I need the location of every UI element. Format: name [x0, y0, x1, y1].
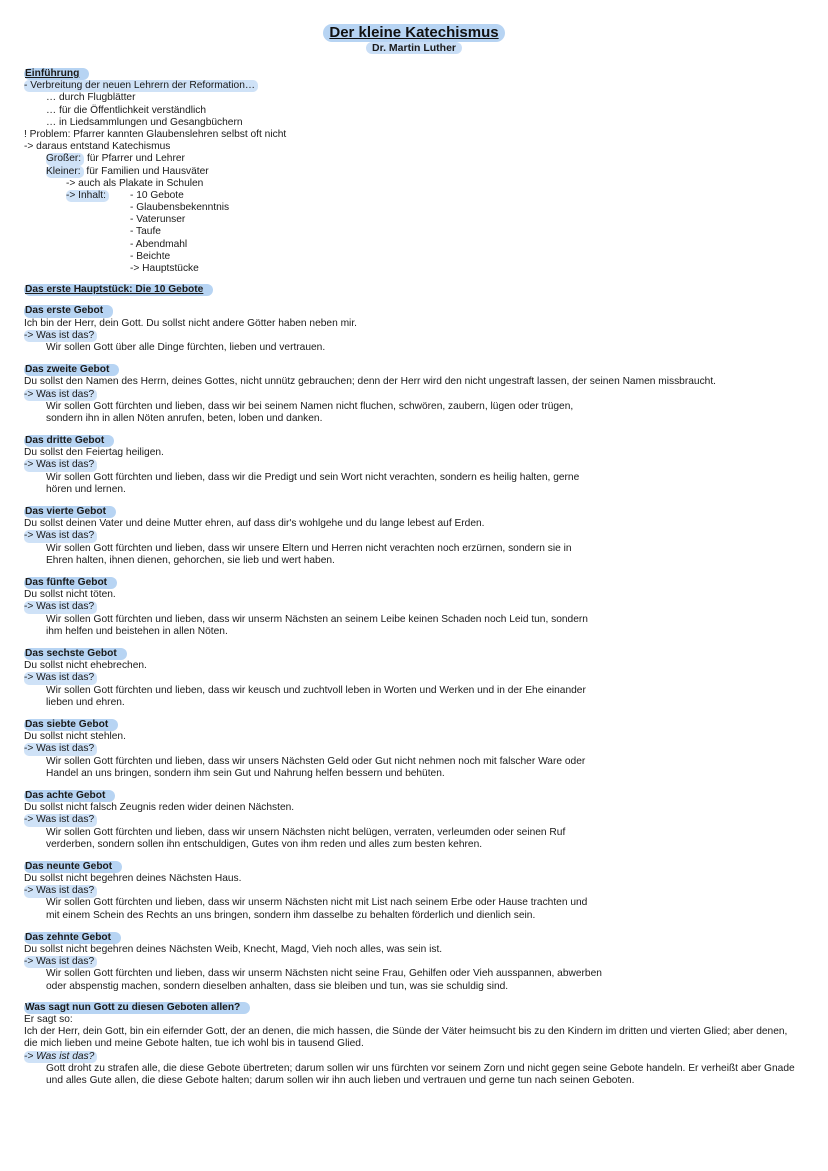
- commandment-heading: Das zehnte Gebot: [24, 932, 121, 944]
- commandment-heading: Das neunte Gebot: [24, 861, 122, 873]
- commandment-2: [24, 364, 804, 425]
- intro-sub-item: … durch Flugblätter: [46, 92, 136, 104]
- commandment-4: [24, 506, 804, 567]
- grosser-text: für Pfarrer und Lehrer: [84, 153, 185, 165]
- commandment-1: [24, 305, 804, 354]
- kleiner-label: Kleiner:: [46, 166, 84, 178]
- question-label: -> Was ist das?: [24, 459, 97, 471]
- question-label: -> Was ist das?: [24, 672, 97, 684]
- section-heading: Das erste Hauptstück: Die 10 Gebote: [24, 284, 213, 296]
- commandment-answer: Wir sollen Gott fürchten und lieben, dass wir unserm Nächsten nicht seine Frau, Gehilfen oder Vieh ausspannen, abwerben oder abspenstig machen, sondern dieselben anhalten, dass sie bleiben und tun, was sie schuldig sind.: [46, 968, 602, 992]
- document-title: Der kleine Katechismus: [323, 24, 504, 42]
- commandment-heading: Das sechste Gebot: [24, 648, 127, 660]
- kleiner-text: für Familien und Hausväter: [83, 165, 209, 177]
- commandment-answer: Wir sollen Gott fürchten und lieben, dass wir unserm Nächsten an seinem Leibe keinen Schaden noch Leid tun, sondern ihm helfen und beistehen in allen Nöten.: [46, 613, 588, 637]
- inhalt-item: - Abendmahl: [130, 238, 188, 250]
- commandment-text: Du sollst den Namen des Herrn, deines Gottes, nicht unnütz gebrauchen; denn der Herr wird den nicht ungestraft lassen, der seinen Namen missbraucht.: [24, 376, 716, 388]
- closing-heading: Was sagt nun Gott zu diesen Geboten allen?: [24, 1002, 250, 1014]
- closing-section: [24, 1002, 804, 1087]
- commandment-9: [24, 861, 804, 922]
- closing-intro: Er sagt so:: [24, 1014, 73, 1026]
- question-label: -> Was ist das?: [24, 389, 97, 401]
- commandment-answer: Wir sollen Gott fürchten und lieben, dass wir unsers Nächsten Geld oder Gut nicht nehmen noch mit falscher Ware oder Handel an uns bringen, sondern ihm sein Gut und Nahrung helfen bessern und behüten.: [46, 755, 586, 779]
- commandment-heading: Das vierte Gebot: [24, 506, 116, 518]
- document-body: [24, 68, 804, 1087]
- commandment-answer: Wir sollen Gott fürchten und lieben, dass wir unsere Eltern und Herren nicht verachten noch erzürnen, sondern sie in Ehren halten, ihnen dienen, gehorchen, sie lieb und wert haben.: [46, 542, 572, 566]
- question-label: -> Was ist das?: [24, 530, 97, 542]
- commandment-heading: Das achte Gebot: [24, 790, 115, 802]
- question-label: -> Was ist das?: [24, 956, 97, 968]
- commandment-10: [24, 932, 804, 993]
- closing-question: -> Was ist das?: [24, 1051, 97, 1063]
- question-label: -> Was ist das?: [24, 330, 97, 342]
- intro-result: -> daraus entstand Katechismus: [24, 141, 171, 153]
- intro-heading: Einführung: [24, 68, 89, 80]
- commandment-8: [24, 790, 804, 851]
- commandment-heading: Das siebte Gebot: [24, 719, 118, 731]
- grosser-label: Großer:: [46, 153, 84, 165]
- commandment-answer: Wir sollen Gott fürchten und lieben, dass wir bei seinem Namen nicht fluchen, schwören, zaubern, lügen oder trügen, sondern ihn in allen Nöten anrufen, beten, loben und danken.: [46, 400, 574, 424]
- commandment-text: Ich bin der Herr, dein Gott. Du sollst nicht andere Götter haben neben mir.: [24, 317, 357, 329]
- commandment-text: Du sollst den Feiertag heiligen.: [24, 447, 164, 459]
- commandment-text: Du sollst deinen Vater und deine Mutter ehren, auf dass dir's wohlgehe und du lange lebest auf Erden.: [24, 518, 485, 530]
- commandment-text: Du sollst nicht begehren deines Nächsten Weib, Knecht, Magd, Vieh noch alles, was sein ist.: [24, 944, 443, 956]
- inhalt-item: -> Hauptstücke: [130, 263, 199, 274]
- inhalt-list: [24, 190, 804, 275]
- question-label: -> Was ist das?: [24, 814, 97, 826]
- commandment-heading: Das dritte Gebot: [24, 435, 114, 447]
- closing-text: Ich der Herr, dein Gott, bin ein eifernder Gott, der an denen, die mich hassen, die Sünde der Väter heimsucht bis zu den Kindern im dritten und vierten Glied; aber denen, die mich lieben und meine Gebote halten, tue ich wohl bis in tausend Glied.: [24, 1026, 788, 1050]
- closing-answer: Gott droht zu strafen alle, die diese Gebote übertreten; darum sollen wir uns fürchten vor seinem Zorn und nicht gegen seine Gebote handeln. Er verheißt aber Gnade und alles Gute allen, die diese Gebote halten; darum sollen wir ihn auch lieben und vertrauen und gerne tun nach seinen Geboten.: [46, 1062, 795, 1087]
- commandment-text: Du sollst nicht falsch Zeugnis reden wider deinen Nächsten.: [24, 802, 295, 814]
- inhalt-label: -> Inhalt:: [66, 190, 109, 202]
- commandment-3: [24, 435, 804, 496]
- commandment-answer: Wir sollen Gott über alle Dinge fürchten, lieben und vertrauen.: [46, 341, 326, 353]
- commandment-text: Du sollst nicht töten.: [24, 589, 116, 601]
- inhalt-item: - Glaubensbekenntnis: [130, 202, 230, 214]
- commandment-7: [24, 719, 804, 780]
- inhalt-item: - Taufe: [130, 226, 161, 238]
- commandment-answer: Wir sollen Gott fürchten und lieben, dass wir die Predigt und sein Wort nicht verachten, sondern es heilig halten, gerne hören und lernen.: [46, 471, 580, 495]
- commandment-answer: Wir sollen Gott fürchten und lieben, dass wir unserm Nächsten nicht mit List nach seinem Erbe oder Hause trachten und mit einem Schein des Rechts an uns bringen, sondern ihm dasselbe zu behalten förderlich und dienlich sein.: [46, 897, 588, 921]
- title-block: [0, 24, 828, 55]
- question-label: -> Was ist das?: [24, 885, 97, 897]
- question-label: -> Was ist das?: [24, 601, 97, 613]
- intro-line: - Verbreitung der neuen Lehrern der Reformation…: [24, 80, 258, 92]
- intro-section: [24, 68, 804, 275]
- commandment-heading: Das zweite Gebot: [24, 364, 119, 376]
- inhalt-item: - 10 Gebote: [130, 189, 184, 201]
- commandment-text: Du sollst nicht begehren deines Nächsten Haus.: [24, 873, 242, 885]
- intro-problem: ! Problem: Pfarrer kannten Glaubenslehren selbst oft nicht: [24, 128, 287, 140]
- commandment-answer: Wir sollen Gott fürchten und lieben, dass wir keusch und zuchtvoll leben in Worten und Werken und in der Ehe einander lieben und ehren.: [46, 684, 586, 708]
- commandment-5: [24, 577, 804, 638]
- question-label: -> Was ist das?: [24, 743, 97, 755]
- intro-plakate: -> auch als Plakate in Schulen: [66, 177, 204, 189]
- commandment-6: [24, 648, 804, 709]
- commandment-text: Du sollst nicht ehebrechen.: [24, 660, 147, 672]
- commandment-answer: Wir sollen Gott fürchten und lieben, dass wir unsern Nächsten nicht belügen, verraten, verleumden oder seinen Ruf verderben, sondern sollen ihn entschuldigen, Gutes von ihm reden und alles zum besten kehren.: [46, 826, 566, 850]
- commandment-text: Du sollst nicht stehlen.: [24, 731, 126, 743]
- document-author: Dr. Martin Luther: [366, 42, 462, 54]
- intro-sub-item: … in Liedsammlungen und Gesangbüchern: [46, 116, 243, 128]
- inhalt-item: - Vaterunser: [130, 214, 186, 226]
- inhalt-item: - Beichte: [130, 250, 171, 262]
- intro-sub-item: … für die Öffentlichkeit verständlich: [46, 104, 207, 116]
- commandment-heading: Das erste Gebot: [24, 305, 113, 317]
- commandment-heading: Das fünfte Gebot: [24, 577, 117, 589]
